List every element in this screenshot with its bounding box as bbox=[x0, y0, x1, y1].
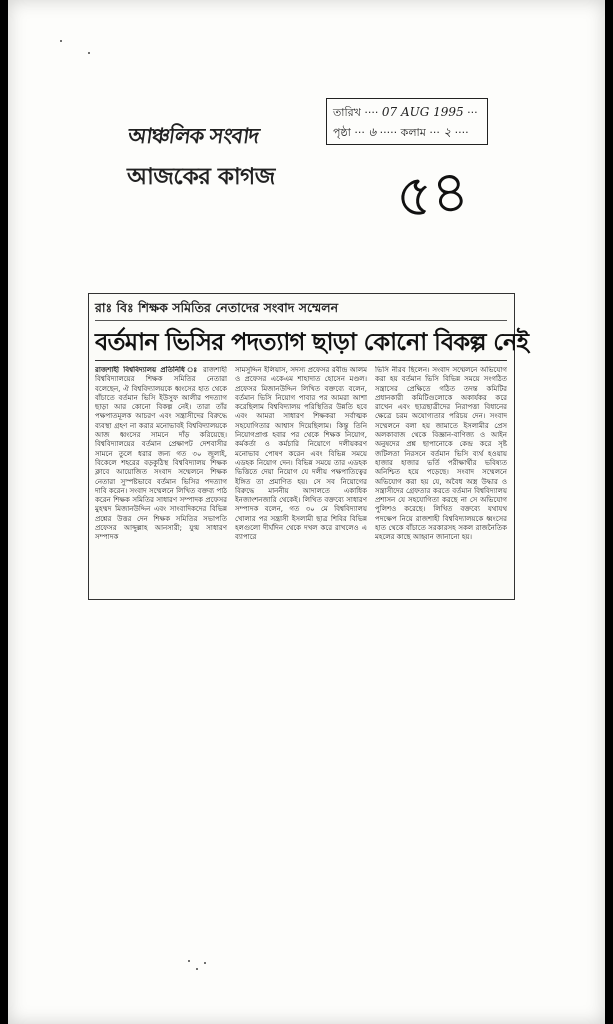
article-body bbox=[95, 366, 507, 592]
scan-speck bbox=[60, 40, 62, 42]
article-column-2-text: সামসুদ্দিন ইলিয়াস, সদস্য প্রফেসর রবীন্দ্র আলম ও প্রফেসর একেএম শাহাদাত হোসেন মণ্ডল। প্রফেসর মিজানউদ্দিন লিখিত বক্তব্যে বলেন, বর্তমান ভিসি নিয়োগ পাবার পর আমরা আশা করেছিলাম বিশ্ববিদ্যালয় পরিস্থিতির উন্নতি হবে এবং আমরা সাধারণ শিক্ষকরা সর্বাত্মক সহযোগিতার আশ্বাস দিয়েছিলাম। কিন্তু তিনি নিয়োগপ্রাপ্ত হবার পর থেকে শিক্ষক নিয়োগ, কর্মকর্তা ও কর্মচারি নিয়োগে দলীয়করণ মনোভাব পোষণ করেন এবং বিভিন্ন সময়ে এডহক নিয়োগ দেন। বিভিন্ন সময়ে তার এডহক ভিত্তিতে দেয়া নিয়োগ যে দলীয় পক্ষপাতিত্বের ইঙ্গিত তা প্রমাণিত হয়। সে সব নিয়োগের বিরুদ্ধে মাননীয় আদালতে একাধিক ইনজাংশনজারি থেকেই। লিখিত বক্তব্যে সাধারণ সম্পাদক বলেন, গত ৩০ মে বিশ্ববিদ্যালয় খোলার পর সন্ত্রাসী ইসলামী ছাত্র শিবির বিভিন্ন হলগুলো দীর্ঘদিন থেকে দখল করে রাখলেও এ ব্যাপারে bbox=[235, 366, 367, 542]
article-column-3-text: ভিসি নীরব ছিলেন। সংবাদ সম্মেলনে অভিযোগ করা হয় বর্তমান ভিসি বিভিন্ন সময়ে সংগঠিত সন্ত্রাসের প্রেক্ষিতে গঠিত তদন্ত কমিটির প্রধানকারী কমিটিগুলোকে অকার্যকর করে রাখেন এবং ছাত্রছাত্রীদের নিরাপত্তা বিধানের ক্ষেত্রে চরম অযোগ্যতার পরিচয় দেন। সংবাদ সম্মেলনে বলা হয় জামাতে ইসলামীর প্রেস অলকাবাজ থেকে বিজ্ঞান-বাণিজ্য ও আইন অনুষদের প্রশ্ন ছাপানোকে কেন্দ্র করে সৃষ্ট জটিলতা নিরসনে বর্তমান ভিসি ব্যর্থ হওয়ায় হাজার হাজার ভর্তি পরীক্ষার্থীর ভবিষ্যত অনিশ্চিত হয়ে পড়েছে। সংবাদ সম্মেলনে অভিযোগ করা হয় যে, অবৈধ অস্ত্র উদ্ধার ও সন্ত্রাসীদের গ্রেফতার করতে বর্তমান বিশ্ববিদ্যালয় প্রশাসন যে সহযোগিতা করছে না সে অভিযোগ পুলিশও করেছে। লিখিত বক্তব্যে যথাযথ পদক্ষেপ নিয়ে রাজশাহী বিশ্ববিদ্যালয়কে ধ্বংসের হাত থেকে বাঁচাতে সরকারসহ সকল রাজনৈতিক মহলের কাছে আহ্বান জানানো হয়। bbox=[375, 366, 507, 542]
stamp-date-value: 07 AUG 1995 bbox=[381, 105, 464, 119]
article-column-1 bbox=[95, 366, 227, 592]
stamp-column-value: ২ bbox=[443, 125, 452, 139]
stamp-date-label: তারিখ bbox=[333, 106, 361, 119]
article-column-3 bbox=[375, 366, 507, 592]
date-stamp bbox=[326, 98, 488, 145]
scan-speck bbox=[196, 968, 198, 970]
article-kicker: রাঃ বিঃ শিক্ষক সমিতির নেতাদের সংবাদ সম্মেলন bbox=[95, 300, 507, 321]
stamp-page-row: পৃষ্ঠা ··· ৬ ····· কলাম ··· ২ ···· bbox=[333, 125, 469, 139]
stamp-date-row: তারিখ ···· 07 AUG 1995 ··· bbox=[333, 105, 478, 119]
scanned-page bbox=[8, 0, 605, 1024]
article-column-1-text: রাজশাহী বিশ্ববিদ্যালয়ের শিক্ষক সমিতির নেতারা বলেছেন, ঐ বিশ্ববিদ্যালয়কে ধ্বংসের হাত থেকে বাঁচাতে বর্তমান ভিসি ইউসুফ আলীর পদত্যাগ ছাড়া আর কোনো বিকল্প নেই। তারা তাঁর পক্ষপাতমূলক আচরণ এবং সন্ত্রাসীদের বিরুদ্ধে ব্যবস্থা গ্রহণ না করার মনোভাবই বিশ্ববিদ্যালয়কে আজ ধ্বংসের সামনে দাঁড় করিয়েছে। বিশ্ববিদ্যালয়ের বর্তমান প্রেক্ষাপট দেশবাসীর সামনে তুলে ধরার জন্য গত ৩০ জুলাই, বিকেলে শহরের বড়কুঠিস্থ বিশ্ববিদ্যালয় শিক্ষক ক্লাবে আয়োজিত সংবাদ সম্মেলনে শিক্ষক নেতারা সুস্পষ্টভাবে বর্তমান ভিসির পদত্যাগ দাবি করেন। সংবাদ সম্মেলনে লিখিত বক্তব্য পাঠ করেন শিক্ষক সমিতির সাধারণ সম্পাদক প্রফেসর মুহম্মদ মিজানউদ্দিন এবং সাংবাদিকদের বিভিন্ন প্রশ্নের উত্তর দেন শিক্ষক সমিতির সভাপতি প্রফেসর আব্দুল্লাহ আনসারী; যুগ্ম সাধারণ সম্পাদক bbox=[95, 366, 227, 542]
article-column-2 bbox=[235, 366, 367, 592]
article-byline: রাজশাহী বিশ্ববিদ্যালয় প্রতিনিধি ঃ bbox=[95, 366, 199, 374]
stamp-page-label: পৃষ্ঠা bbox=[333, 126, 351, 139]
stamp-page-value: ৬ bbox=[368, 125, 377, 139]
masthead-newspaper-name: আজকের কাগজ bbox=[127, 163, 275, 190]
article-headline: বর্তমান ভিসির পদত্যাগ ছাড়া কোনো বিকল্প নেই bbox=[95, 324, 507, 361]
scan-speck bbox=[188, 960, 190, 962]
stamp-column-label: কলাম bbox=[400, 126, 426, 139]
handwritten-number: ৫৪ bbox=[392, 156, 471, 232]
scan-speck bbox=[88, 52, 90, 54]
masthead-section-title: আঞ্চলিক সংবাদ bbox=[126, 123, 261, 148]
newspaper-clipping bbox=[88, 293, 529, 600]
scan-speck bbox=[204, 962, 206, 964]
